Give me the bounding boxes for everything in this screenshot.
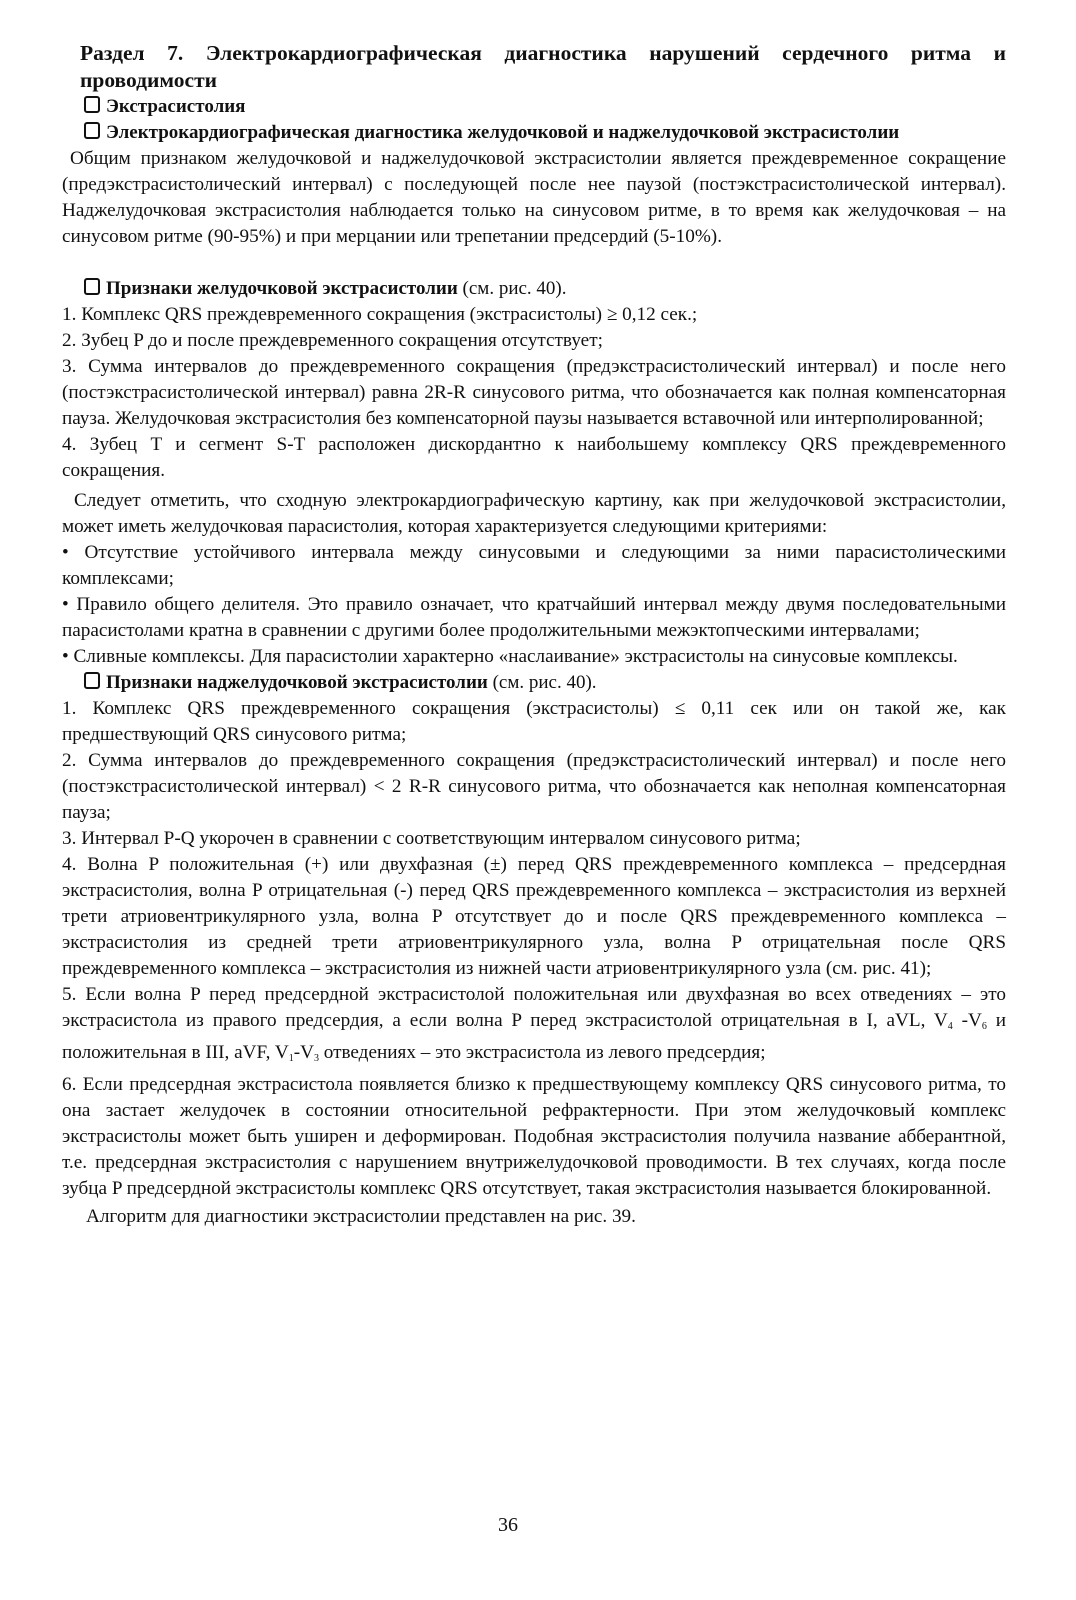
heading-ecg-diagnostics [62,120,1006,146]
supraventricular-item-5 [62,982,1006,1072]
section-title-text: Раздел 7. Электрокардиографическая диагностика нарушений сердечного ритма и проводимости [80,41,1006,92]
supraventricular-item-1: 1. Комплекс QRS преждевременного сокращения (экстрасистолы) ≤ 0,11 сек или он такой же, как предшествующий QRS синусового ритма; [62,698,1006,745]
lead-subscript: 3 [313,1053,319,1064]
ventricular-item-2: 2. Зубец P до и после преждевременного сокращения отсутствует; [62,330,603,351]
item5-text-part: и положительная в III, aVF, V [62,1010,1006,1063]
intro-paragraph: Общим признаком желудочковой и наджелудочковой экстрасистолии является преждевременное сокращение (предэкстрасистолический интервал) с последующей после нее паузой (постэкстрасистолической интервал). Наджелудочковая экстрасистолия наблюдается только на синусовом ритме, в то время как желудочковая – на синусовом ритме (90-95%) и при мерцании или трепетании предсердий (5-10%). [62,148,1006,247]
figure-reference: (см. рис. 40). [457,278,567,299]
parasystole-intro: Следует отметить, что сходную электрокардиографическую картину, как при желудочковой экстрасистолии, может иметь желудочковая парасистолия, которая характеризуется следующими критериями: [62,490,1006,537]
parasystole-bullet-3: • Сливные комплексы. Для парасистолии характерно «наслаивание» экстрасистолы на синусовые комплексы. [62,646,958,667]
checkbox-bullet-icon [84,278,100,295]
heading-extrasystole [62,94,1006,120]
algorithm-reference: Алгоритм для диагностики экстрасистолии представлен на рис. 39. [86,1206,636,1227]
ventricular-item-1: 1. Комплекс QRS преждевременного сокращения (экстрасистолы) ≥ 0,12 сек.; [62,304,698,325]
figure-reference: (см. рис. 40). [487,672,597,693]
supraventricular-item-3: 3. Интервал P-Q укорочен в сравнении с соответствующим интервалом синусового ритма; [62,828,801,849]
lead-subscript: 4 [947,1021,953,1032]
parasystole-bullet-1: • Отсутствие устойчивого интервала между синусовыми и следующими за ними парасистолическими комплексами; [62,542,1006,589]
section-title [62,40,1006,94]
parasystole-bullet-2: • Правило общего делителя. Это правило означает, что кратчайший интервал между двумя последовательными парасистолами кратна в сравнении с другими более продолжительными межэктопческими интервалами; [62,594,1006,641]
heading-extrasystole-text: Экстрасистолия [106,96,246,117]
supraventricular-item-4: 4. Волна P положительная (+) или двухфазная (±) перед QRS преждевременного комплекса – предсердная экстрасистолия, волна P отрицательная (-) перед QRS преждевременного комплекса – экстрасистолия из верхней трети атриовентрикулярного узла, волна P отсутствует до и после QRS преждевременного комплекса – экстрасистолия из средней трети атриовентрикулярного узла, волна P отрицательная после QRS преждевременного комплекса – экстрасистолия из нижней части атриовентрикулярного узла (см. рис. 41); [62,854,1006,979]
heading-ventricular-text: Признаки желудочковой экстрасистолии [106,278,458,299]
item5-text-part: -V [293,1042,314,1063]
checkbox-bullet-icon [84,122,100,139]
ventricular-item-4: 4. Зубец T и сегмент S-T расположен дискордантно к наибольшему комплексу QRS преждевременного сокращения. [62,434,1006,481]
item5-text-part: -V [952,1010,982,1031]
spacer [62,250,1006,276]
lead-subscript: 6 [981,1021,987,1032]
supraventricular-item-2: 2. Сумма интервалов до преждевременного сокращения (предэкстрасистолический интервал) и после него (постэкстрасистолической интервал) < 2 R-R синусового ритма, что обозначается как неполная компенсаторная пауза; [62,750,1006,823]
page-number: 36 [498,1514,518,1536]
checkbox-bullet-icon [84,96,100,113]
item5-text-part: отведениях – это экстрасистола из левого предсердия; [318,1042,766,1063]
ventricular-item-3: 3. Сумма интервалов до преждевременного сокращения (предэкстрасистолический интервал) и после него (постэкстрасистолической интервал) равна 2R-R синусового ритма, что обозначается как полная компенсаторная пауза. Желудочковая экстрасистолия без компенсаторной паузы называется вставочной или интерполированной; [62,356,1006,429]
heading-ecg-diagnostics-text: Электрокардиографическая диагностика желудочковой и наджелудочковой экстрасистолии [106,122,900,143]
document-page [62,40,1006,1230]
heading-supraventricular-signs [62,670,1006,696]
checkbox-bullet-icon [84,672,100,689]
item5-text-part: 5. Если волна P перед предсердной экстрасистолой положительная или двухфазная во всех отведениях – это экстрасистола из правого предсердия, а если волна P перед экстрасистолой отрицательная в I, aVL, V [62,984,1006,1031]
supraventricular-item-6: 6. Если предсердная экстрасистола появляется близко к предшествующему комплексу QRS синусового ритма, то она застает желудочек в состоянии относительной рефрактерности. При этом желудочковый комплекс экстрасистолы может быть уширен и деформирован. Подобная экстрасистолия получила название абберантной, т.е. предсердная экстрасистолия с нарушением внутрижелудочковой проводимости. В тех случаях, когда после зубца P предсердной экстрасистолы комплекс QRS отсутствует, такая экстрасистолия называется блокированной. [62,1074,1006,1199]
heading-ventricular-signs [62,276,1006,302]
heading-supraventricular-text: Признаки наджелудочковой экстрасистолии [106,672,488,693]
lead-subscript: 1 [288,1053,294,1064]
